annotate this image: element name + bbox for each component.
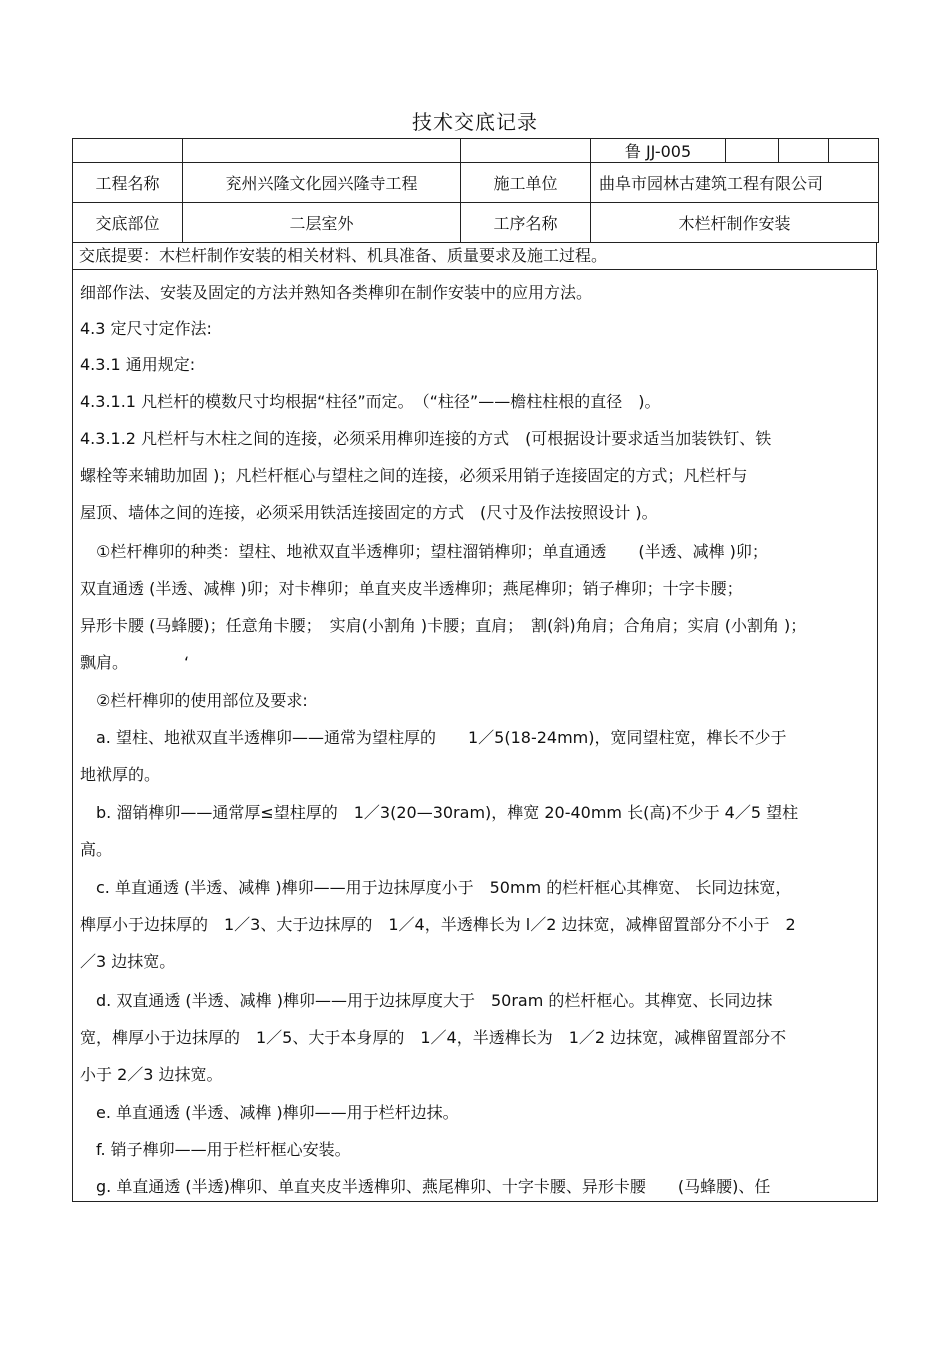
blank-cell (726, 139, 779, 163)
part-value: 二层室外 (183, 203, 461, 243)
text-line: 细部作法、安装及固定的方法并熟知各类榫卯在制作安装中的应用方法。 (80, 283, 593, 302)
text-line: d. 双直通透 (半透、减榫 )榫卯——用于边抹厚度大于 50ram 的栏杆框心。其榫宽、长同边抹 (80, 991, 773, 1010)
body-paragraph (80, 533, 872, 681)
blank-cell (183, 139, 461, 163)
form-code: 鲁 JJ-005 (591, 139, 726, 163)
code-row (73, 139, 879, 163)
body-paragraph (80, 1131, 872, 1168)
body-paragraph (80, 1094, 872, 1131)
body-paragraph (80, 982, 872, 1093)
text-line: 飘肩。 ‘ (80, 653, 190, 672)
header-table (72, 138, 879, 243)
project-row (73, 163, 879, 203)
body-paragraph (80, 1168, 872, 1205)
text-line: b. 溜销榫卯——通常厚≤望柱厚的 1／3(20—30ram)，榫宽 20-40mm 长(高)不少于 4／5 望柱 (80, 803, 799, 822)
part-label: 交底部位 (73, 203, 183, 243)
project-value: 兖州兴隆文化园兴隆寺工程 (183, 163, 461, 203)
body-paragraph (80, 274, 872, 311)
text-line: 屋顶、墙体之间的连接，必须采用铁活连接固定的方式 (尺寸及作法按照设计 )。 (80, 503, 658, 522)
text-line: ①栏杆榫卯的种类：望柱、地袱双直半透榫卯；望柱溜销榫卯；单直通透 (半透、减榫 )卯； (80, 542, 768, 561)
text-line: e. 单直通透 (半透、减榫 )榫卯——用于栏杆边抹。 (80, 1103, 459, 1122)
text-line: f. 销子榫卯——用于栏杆框心安装。 (80, 1140, 351, 1159)
body-paragraph (80, 420, 872, 531)
text-line: 异形卡腰 (马蜂腰)；任意角卡腰； 实肩(小割角 )卡腰；直肩； 割(斜)角肩；合角肩；实肩 (小割角 )； (80, 616, 807, 635)
text-line: a. 望柱、地袱双直半透榫卯——通常为望柱厚的 1／5(18-24mm)，宽同望柱宽，榫长不少于 (80, 728, 787, 747)
project-label: 工程名称 (73, 163, 183, 203)
text-line: 4.3 定尺寸定作法: (80, 319, 212, 338)
body-paragraph (80, 719, 872, 793)
part-row (73, 203, 879, 243)
body-paragraph (80, 383, 872, 420)
text-line: 4.3.1.1 凡栏杆的模数尺寸均根据“柱径”而定。 （“柱径”——檐柱柱根的直径 )。 (80, 392, 661, 411)
contractor-value: 曲阜市园林古建筑工程有限公司 (591, 163, 879, 203)
text-line: 双直通透 (半透、减榫 )卯；对卡榫卯；单直夹皮半透榫卯；燕尾榫卯；销子榫卯；十字卡腰； (80, 579, 743, 598)
text-line: 高。 (80, 840, 113, 859)
text-line: 地袱厚的。 (80, 765, 161, 784)
body-paragraph (80, 794, 872, 868)
text-line: ／3 边抹宽。 (80, 952, 176, 971)
body-paragraph (80, 682, 872, 719)
contractor-label: 施工单位 (461, 163, 591, 203)
text-line: 小于 2／3 边抹宽。 (80, 1065, 223, 1084)
section-heading (80, 310, 872, 347)
document-title: 技术交底记录 (412, 110, 538, 134)
text-line: 宽，榫厚小于边抹厚的 1／5、大于本身厚的 1／4，半透榫长为 1／2 边抹宽，减榫留置部分不 (80, 1028, 787, 1047)
text-line: 榫厚小于边抹厚的 1／3、大于边抹厚的 1／4，半透榫长为 l／2 边抹宽，减榫留置部分不小于 2 (80, 915, 796, 934)
process-value: 木栏杆制作安装 (591, 203, 879, 243)
text-line: 4.3.1 通用规定: (80, 355, 196, 374)
summary-row: 交底提要：木栏杆制作安装的相关材料、机具准备、质量要求及施工过程。 (72, 242, 877, 270)
blank-cell (73, 139, 183, 163)
text-line: ②栏杆榫卯的使用部位及要求: (80, 691, 308, 710)
text-line: c. 单直通透 (半透、减榫 )榫卯——用于边抹厚度小于 50mm 的栏杆框心其榫宽、 长同边抹宽， (80, 878, 792, 897)
blank-cell (829, 139, 879, 163)
body-paragraph (80, 869, 872, 980)
text-line: 螺栓等来辅助加固 )；凡栏杆框心与望柱之间的连接，必须采用销子连接固定的方式；凡栏杆与 (80, 466, 748, 485)
text-line: 4.3.1.2 凡栏杆与木柱之间的连接，必须采用榫卯连接的方式 (可根据设计要求适当加装铁钉、铁 (80, 429, 772, 448)
blank-cell (779, 139, 829, 163)
section-heading (80, 346, 872, 383)
process-label: 工序名称 (461, 203, 591, 243)
text-line: g. 单直通透 (半透)榫卯、单直夹皮半透榫卯、燕尾榫卯、十字卡腰、异形卡腰 (马蜂腰)、任 (80, 1177, 771, 1196)
blank-cell (461, 139, 591, 163)
